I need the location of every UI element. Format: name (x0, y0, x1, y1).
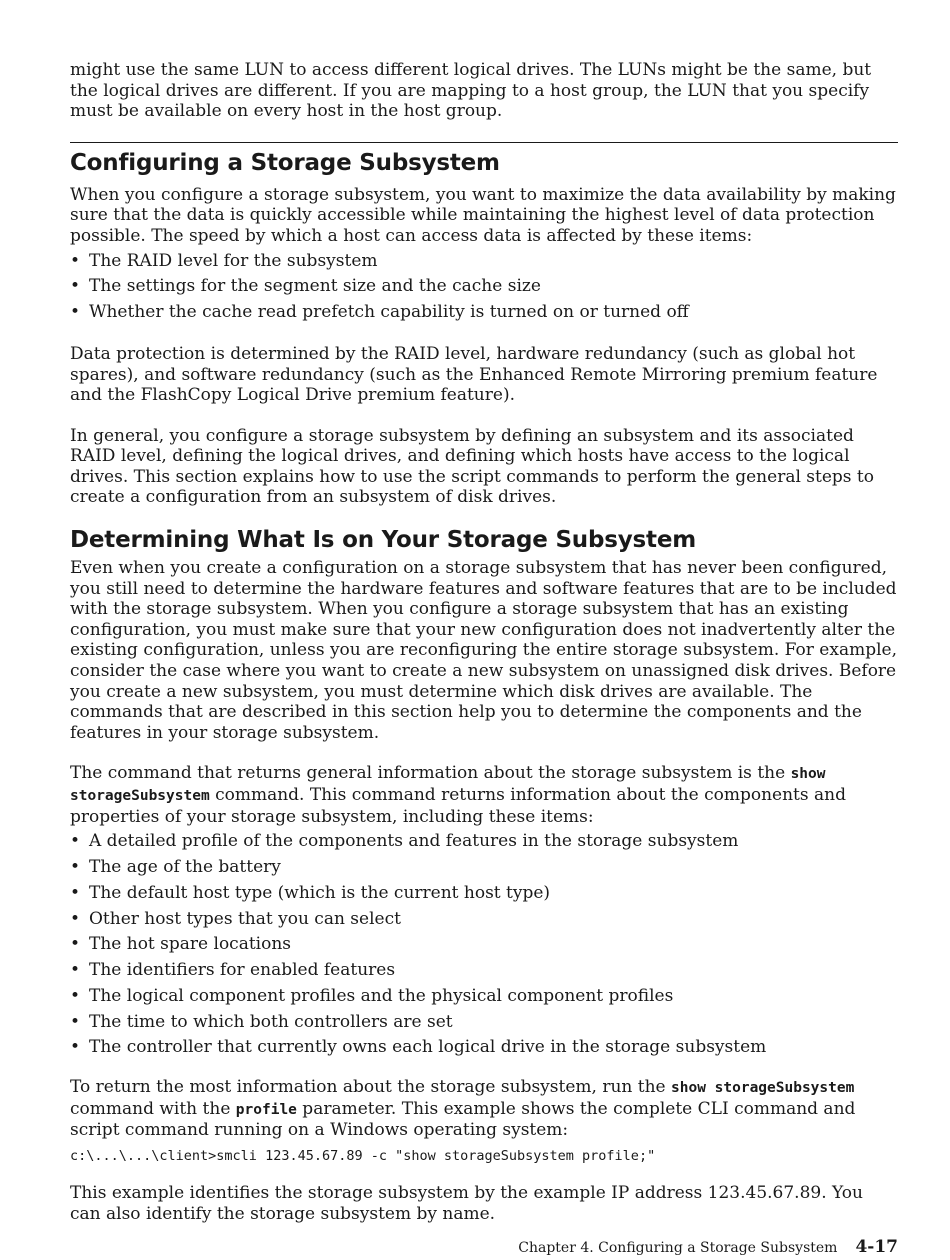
command-keyword: show storageSubsystem (70, 766, 826, 804)
bullet-icon: • (70, 276, 81, 297)
configuring-paragraph-3: In general, you configure a storage subsystem by defining an subsystem and its associated RAID level, defining the logical drives, and defining which hosts have access to the logical drives. This section explains how to use the script commands to perform the general steps to create a configuration from an subsystem of disk drives. (70, 425, 874, 508)
list-item: • The controller that currently owns each logical drive in the storage subsystem (70, 1037, 767, 1058)
bullet-icon: • (70, 985, 81, 1006)
list-item: • The identifiers for enabled features (70, 960, 396, 981)
configuring-bullet-list (70, 251, 898, 323)
list-item: • The RAID level for the subsystem (70, 250, 378, 271)
footer-chapter-title: Chapter 4. Configuring a Storage Subsystem (518, 1240, 838, 1256)
configuring-paragraph-1: When you configure a storage subsystem, you want to maximize the data availability by making sure that the data is quickly accessible while maintaining the highest level of data protection possible. The speed by which a host can access data is affected by these items: (70, 184, 896, 246)
list-item: • The logical component profiles and the physical component profiles (70, 985, 674, 1006)
bullet-icon: • (70, 960, 81, 981)
section-divider (70, 142, 898, 143)
document-page (70, 60, 898, 1224)
command-keyword: show storageSubsystem (671, 1080, 855, 1097)
bullet-icon: • (70, 302, 81, 323)
list-item: • Whether the cache read prefetch capability is turned on or turned off (70, 302, 689, 323)
determining-paragraph-1: Even when you create a configuration on a storage subsystem that has never been configured, you still need to determine the hardware features and software features that are to be included with the storage subsystem. When you configure a storage subsystem that has an existing configuration, you must make sure that your new configuration does not inadvertently alter the existing configuration, unless you are reconfiguring the entire storage subsystem. For example, consider the case where you want to create a new subsystem on unassigned disk drives. Before you create a new subsystem, you must determine which disk drives are available. The commands that are described in this section help you to determine the components and the features in your storage subsystem. (70, 558, 897, 743)
intro-paragraph: might use the same LUN to access different logical drives. The LUNs might be the same, but the logical drives are different. If you are mapping to a host group, the LUN that you specify must be available on every host in the host group. (70, 60, 872, 122)
bullet-icon: • (70, 934, 81, 955)
list-item: • The settings for the segment size and the cache size (70, 276, 541, 297)
bullet-icon: • (70, 250, 81, 271)
list-item: • The default host type (which is the current host type) (70, 882, 551, 903)
determining-bullet-list (70, 831, 898, 1058)
page-number: 4-17 (855, 1237, 898, 1257)
determining-paragraph-3: To return the most information about the storage subsystem, run the show storageSubsystem command with the profile parameter. This example shows the complete CLI command and script command running on a Windows operating system: (70, 1077, 856, 1141)
parameter-keyword: profile (235, 1101, 297, 1118)
list-item: • A detailed profile of the components and features in the storage subsystem (70, 831, 739, 852)
bullet-icon: • (70, 908, 81, 929)
bullet-icon: • (70, 856, 81, 877)
code-example: c:\...\...\client>smcli 123.45.67.89 -c "show storageSubsystem profile;" (70, 1148, 656, 1164)
section-heading-determining: Determining What Is on Your Storage Subsystem (70, 527, 696, 554)
determining-paragraph-4: This example identifies the storage subsystem by the example IP address 123.45.67.89. You can also identify the storage subsystem by name. (70, 1183, 863, 1224)
list-item: • The hot spare locations (70, 934, 292, 955)
list-item: • The time to which both controllers are set (70, 1011, 453, 1032)
bullet-icon: • (70, 882, 81, 903)
section-heading-configuring: Configuring a Storage Subsystem (70, 149, 500, 176)
bullet-icon: • (70, 1011, 81, 1032)
configuring-paragraph-2: Data protection is determined by the RAID level, hardware redundancy (such as global hot spares), and software redundancy (such as the Enhanced Remote Mirroring premium feature and the FlashCopy Logical Drive premium feature). (70, 343, 878, 406)
page-footer (518, 1238, 898, 1257)
bullet-icon: • (70, 1037, 81, 1058)
bullet-icon: • (70, 831, 81, 852)
list-item: • Other host types that you can select (70, 908, 401, 929)
determining-paragraph-2: The command that returns general information about the storage subsystem is the show storageSubsystem command. This command returns information about the components and properties of your storage subsystem, including these items: (70, 763, 846, 827)
list-item: • The age of the battery (70, 856, 281, 877)
